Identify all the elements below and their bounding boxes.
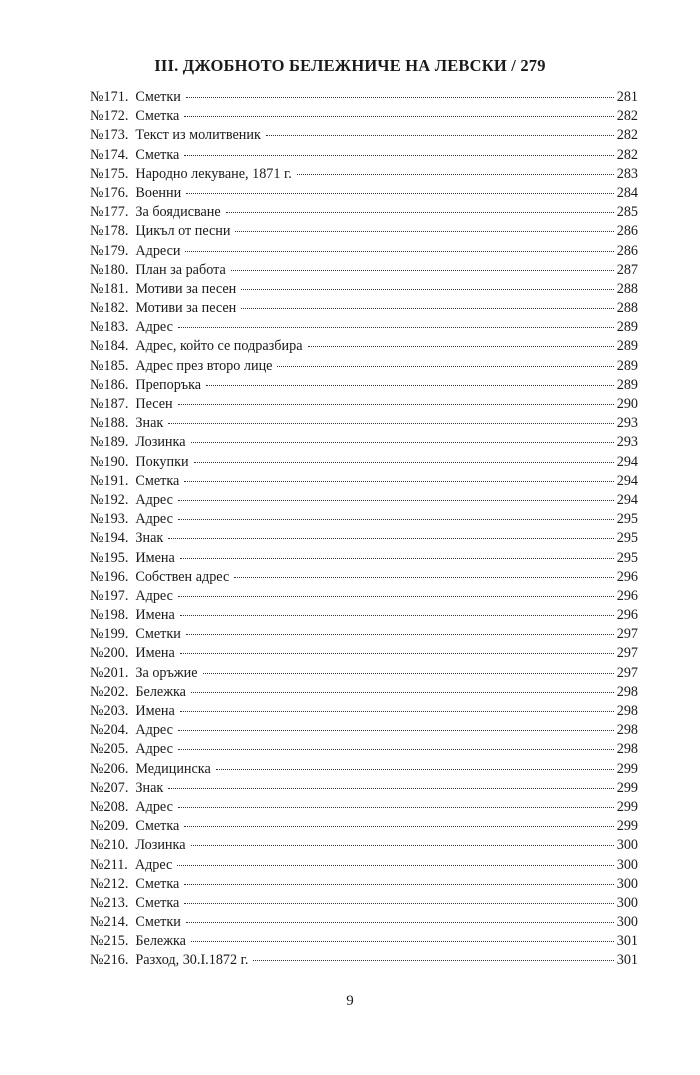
toc-entry[interactable]	[90, 376, 638, 395]
toc-entry[interactable]	[90, 644, 638, 663]
toc-entry-title: Адрес	[135, 798, 173, 815]
toc-entry-title: Сметка	[135, 108, 180, 125]
toc-entry-page: 289	[616, 338, 638, 355]
toc-dot-leader	[178, 519, 614, 520]
toc-entry[interactable]	[90, 357, 638, 376]
toc-dot-leader	[206, 385, 614, 386]
toc-entry-page: 286	[616, 242, 638, 259]
toc-entry[interactable]	[90, 568, 638, 587]
toc-entry-title: Мотиви за песен	[135, 280, 237, 297]
toc-entry-page: 282	[616, 108, 638, 125]
toc-dot-leader	[168, 788, 613, 789]
toc-entry-page: 293	[616, 434, 638, 451]
toc-entry-title: Сметка	[135, 894, 180, 911]
toc-entry-number: №176.	[90, 184, 129, 201]
toc-entry-title: План за работа	[135, 261, 226, 278]
toc-entry-title: Сметка	[135, 472, 180, 489]
toc-dot-leader	[308, 346, 614, 347]
toc-entry[interactable]	[90, 740, 638, 759]
toc-entry-title: Бележка	[135, 683, 186, 700]
toc-entry-page: 289	[616, 319, 638, 336]
toc-entry-title: Военни	[135, 184, 182, 201]
toc-entry-page: 284	[616, 184, 638, 201]
toc-dot-leader	[184, 116, 613, 117]
toc-dot-leader	[234, 577, 613, 578]
toc-entry-title: Сметки	[135, 626, 181, 643]
toc-entry-page: 288	[616, 280, 638, 297]
toc-dot-leader	[231, 270, 614, 271]
toc-entry-number: №216.	[90, 952, 129, 969]
toc-entry[interactable]	[90, 664, 638, 683]
toc-entry-title: Адрес	[135, 511, 173, 528]
toc-entry-page: 295	[616, 549, 638, 566]
toc-entry[interactable]	[90, 242, 638, 261]
toc-entry-title: Адрес	[135, 319, 173, 336]
toc-dot-leader	[266, 135, 614, 136]
toc-entry[interactable]	[90, 875, 638, 894]
toc-entry-title: Адрес, който се подразбира	[135, 338, 303, 355]
toc-entry-number: №177.	[90, 204, 129, 221]
toc-dot-leader	[178, 596, 614, 597]
toc-entry-title: Сметка	[135, 146, 180, 163]
toc-entry[interactable]	[90, 932, 638, 951]
toc-entry[interactable]	[90, 951, 638, 970]
toc-entry-number: №199.	[90, 626, 129, 643]
toc-entry[interactable]	[90, 222, 638, 241]
toc-entry-title: Лозинка	[135, 434, 186, 451]
toc-entry[interactable]	[90, 549, 638, 568]
toc-dot-leader	[184, 903, 613, 904]
toc-dot-leader	[191, 845, 614, 846]
toc-entry-number: №194.	[90, 530, 129, 547]
toc-entry-page: 298	[616, 683, 638, 700]
toc-entry-number: №190.	[90, 453, 129, 470]
toc-entry-number: №204.	[90, 722, 129, 739]
toc-dot-leader	[178, 749, 614, 750]
toc-entry-title: Собствен адрес	[135, 568, 230, 585]
toc-entry-title: Имена	[135, 549, 175, 566]
toc-entry-page: 295	[616, 511, 638, 528]
toc-entry-title: Имена	[135, 703, 175, 719]
toc-entry-number: №201.	[90, 664, 129, 681]
toc-entry[interactable]	[90, 491, 638, 510]
toc-entry-number: №173.	[90, 127, 129, 144]
toc-entry-title: Сметки	[135, 89, 181, 105]
page-number: 9	[346, 993, 354, 1009]
toc-dot-leader	[178, 807, 614, 808]
toc-entry-number: №196.	[90, 568, 129, 585]
toc-entry[interactable]	[90, 165, 638, 184]
toc-entry[interactable]	[90, 280, 638, 299]
toc-dot-leader	[241, 289, 613, 290]
toc-entry-number: №213.	[90, 894, 129, 911]
toc-entry-page: 288	[616, 300, 638, 317]
toc-entry[interactable]	[90, 184, 638, 203]
toc-entry[interactable]	[90, 779, 638, 798]
toc-entry-title: Цикъл от песни	[135, 223, 231, 240]
toc-entry-page: 294	[616, 491, 638, 508]
toc-entry-title: Имена	[135, 607, 175, 624]
toc-dot-leader	[178, 730, 614, 731]
toc-dot-leader	[178, 500, 614, 501]
toc-entry-title: Песен	[135, 396, 173, 412]
toc-entry-title: Адрес	[134, 856, 173, 873]
toc-entry[interactable]	[90, 510, 638, 529]
toc-entry-title: Имена	[135, 645, 175, 662]
toc-entry[interactable]	[90, 88, 638, 107]
toc-entry-number: №198.	[90, 607, 129, 624]
section-title: III. ДЖОБНОТО БЕЛЕЖНИЧЕ НА ЛЕВСКИ / 279	[154, 56, 546, 75]
toc-entry-number: №187.	[90, 396, 129, 412]
toc-entry-page: 287	[616, 261, 638, 278]
toc-entry[interactable]	[90, 817, 638, 836]
toc-entry[interactable]	[90, 856, 638, 875]
toc-entry[interactable]	[90, 683, 638, 702]
toc-entry-page: 297	[616, 664, 638, 681]
toc-entry[interactable]	[90, 798, 638, 817]
toc-dot-leader	[168, 423, 613, 424]
toc-entry[interactable]	[90, 472, 638, 491]
toc-entry-number: №208.	[90, 798, 129, 815]
toc-entry-page: 282	[616, 127, 638, 144]
toc-entry[interactable]	[90, 625, 638, 644]
toc-entry-page: 300	[616, 914, 638, 931]
toc-entry-page: 290	[616, 396, 638, 412]
toc-entry-title: За оръжие	[135, 664, 198, 681]
toc-entry-number: №212.	[90, 875, 129, 892]
toc-entry[interactable]	[90, 913, 638, 932]
toc-entry[interactable]	[90, 529, 638, 548]
toc-entry-page: 299	[616, 818, 638, 835]
toc-entry-page: 289	[616, 376, 638, 393]
toc-entry-title: Лозинка	[135, 837, 186, 854]
toc-entry-page: 300	[616, 875, 638, 892]
toc-entry-number: №172.	[90, 108, 129, 125]
toc-dot-leader	[297, 174, 614, 175]
toc-entry-number: №200.	[90, 645, 129, 662]
toc-dot-leader	[184, 481, 613, 482]
toc-entry-page: 300	[616, 894, 638, 911]
toc-entry-page: 298	[616, 703, 638, 719]
toc-dot-leader	[168, 538, 613, 539]
toc-entry[interactable]	[90, 894, 638, 913]
toc-entry-number: №186.	[90, 376, 129, 393]
toc-dot-leader	[184, 826, 613, 827]
toc-entry-title: Народно лекуване, 1871 г.	[135, 165, 292, 182]
toc-entry-number: №185.	[90, 357, 129, 374]
toc-entry-title: Адрес	[135, 722, 173, 739]
toc-entry-page: 294	[616, 453, 638, 470]
toc-entry-number: №178.	[90, 223, 129, 240]
toc-entry-title: Адрес	[135, 741, 173, 758]
toc-entry-page: 298	[616, 722, 638, 739]
toc-entry-page: 289	[616, 357, 638, 374]
toc-entry-page: 299	[616, 779, 638, 796]
toc-entry-title: Адрес през второ лице	[135, 357, 273, 374]
toc-entry[interactable]	[90, 299, 638, 318]
toc-entry[interactable]	[90, 760, 638, 779]
toc-entry-title: Препоръка	[135, 376, 202, 393]
toc-entry-title: Разход, 30.I.1872 г.	[135, 952, 249, 969]
toc-entry-number: №175.	[90, 165, 129, 182]
toc-entry-number: №202.	[90, 683, 129, 700]
toc-entry-number: №192.	[90, 491, 129, 508]
toc-entry-number: №183.	[90, 319, 129, 336]
toc-entry[interactable]	[90, 433, 638, 452]
toc-entry-title: Сметки	[135, 914, 181, 931]
toc-entry-number: №211.	[90, 856, 128, 873]
toc-entry[interactable]	[90, 414, 638, 433]
toc-entry[interactable]	[90, 261, 638, 280]
toc-dot-leader	[253, 960, 613, 961]
toc-entry-title: Знак	[135, 415, 164, 432]
toc-entry-number: №174.	[90, 146, 129, 163]
toc-entry[interactable]	[90, 721, 638, 740]
toc-entry-page: 285	[616, 204, 638, 221]
toc-entry[interactable]	[90, 337, 638, 356]
toc-entry-page: 299	[616, 798, 638, 815]
toc-entry-page: 294	[616, 472, 638, 489]
toc-entry-page: 297	[616, 626, 638, 643]
toc-entry-number: №203.	[90, 703, 129, 719]
toc-entry-page: 301	[616, 933, 638, 950]
toc-entry[interactable]	[90, 836, 638, 855]
toc-entry[interactable]	[90, 126, 638, 145]
toc-entry-number: №197.	[90, 587, 129, 604]
toc-entry[interactable]	[90, 453, 638, 472]
toc-dot-leader	[235, 231, 613, 232]
toc-entry-title: Бележка	[135, 933, 186, 950]
toc-entry-number: №210.	[90, 837, 129, 854]
toc-dot-leader	[186, 922, 614, 923]
toc-entry[interactable]	[90, 702, 638, 721]
toc-entry-page: 283	[616, 165, 638, 182]
toc-dot-leader	[203, 673, 614, 674]
toc-entry-number: №209.	[90, 818, 129, 835]
toc-entry-number: №184.	[90, 338, 129, 355]
toc-entry-page: 286	[616, 223, 638, 240]
toc-entry[interactable]	[90, 395, 638, 414]
toc-entry-title: Адрес	[135, 587, 173, 604]
toc-entry-page: 282	[616, 146, 638, 163]
toc-entry-number: №195.	[90, 549, 129, 566]
toc-entry-page: 297	[616, 645, 638, 662]
toc-dot-leader	[180, 653, 614, 654]
toc-dot-leader	[180, 615, 614, 616]
toc-entry-page: 299	[616, 760, 638, 777]
toc-entry-page: 296	[616, 587, 638, 604]
toc-entry-number: №206.	[90, 760, 129, 777]
toc-entry-number: №189.	[90, 434, 129, 451]
toc-dot-leader	[186, 193, 614, 194]
toc-entry-number: №214.	[90, 914, 129, 931]
toc-dot-leader	[186, 97, 614, 98]
toc-dot-leader	[191, 941, 614, 942]
toc-entry-page: 301	[616, 952, 638, 969]
toc-dot-leader	[178, 404, 614, 405]
toc-entry-number: №193.	[90, 511, 129, 528]
toc-entry-title: Сметка	[135, 875, 180, 892]
toc-entry[interactable]	[90, 606, 638, 625]
toc-entry-title: Знак	[135, 779, 164, 796]
toc-entry-number: №171.	[90, 89, 129, 105]
toc-entry-title: Адрес	[135, 491, 173, 508]
toc-entry-number: №179.	[90, 242, 129, 259]
toc-entry-number: №191.	[90, 472, 129, 489]
toc-entry-title: Покупки	[135, 453, 189, 470]
toc-entry[interactable]	[90, 146, 638, 165]
toc-dot-leader	[177, 865, 613, 866]
toc-dot-leader	[226, 212, 614, 213]
toc-dot-leader	[178, 327, 614, 328]
toc-entry-number: №205.	[90, 741, 129, 758]
toc-dot-leader	[180, 711, 614, 712]
toc-entry[interactable]	[90, 587, 638, 606]
toc-entry[interactable]	[90, 107, 638, 126]
toc-entry-number: №182.	[90, 300, 129, 317]
toc-dot-leader	[191, 442, 614, 443]
toc-entry-title: Медицинска	[135, 760, 211, 777]
toc-entry-number: №207.	[90, 779, 129, 796]
toc-entry-title: Знак	[135, 530, 164, 547]
toc-entry-page: 293	[616, 415, 638, 432]
toc-entry[interactable]	[90, 203, 638, 222]
toc-dot-leader	[277, 366, 613, 367]
toc-entry-page: 296	[616, 568, 638, 585]
toc-entry-title: Текст из молитвеник	[135, 127, 261, 144]
toc-dot-leader	[241, 308, 613, 309]
toc-entry-title: Адреси	[135, 242, 181, 259]
toc-entry-number: №180.	[90, 261, 129, 278]
toc-entry-page: 298	[616, 741, 638, 758]
toc-entry-title: Мотиви за песен	[135, 300, 237, 317]
toc-entry-page: 300	[616, 837, 638, 854]
toc-entry-title: За боядисване	[135, 204, 221, 221]
toc-dot-leader	[194, 462, 614, 463]
toc-entry-page: 281	[616, 89, 638, 105]
toc-entry-number: №181.	[90, 280, 129, 297]
toc-entry-title: Сметка	[135, 818, 180, 835]
toc-dot-leader	[186, 634, 614, 635]
toc-dot-leader	[185, 251, 613, 252]
toc-dot-leader	[184, 155, 613, 156]
table-of-contents	[90, 88, 638, 971]
toc-entry[interactable]	[90, 318, 638, 337]
toc-entry-number: №215.	[90, 933, 129, 950]
toc-entry-page: 295	[616, 530, 638, 547]
toc-dot-leader	[191, 692, 614, 693]
toc-dot-leader	[216, 769, 614, 770]
toc-entry-number: №188.	[90, 415, 129, 432]
toc-entry-page: 296	[616, 607, 638, 624]
toc-dot-leader	[180, 558, 614, 559]
toc-entry-page: 300	[616, 856, 638, 873]
toc-dot-leader	[184, 884, 613, 885]
